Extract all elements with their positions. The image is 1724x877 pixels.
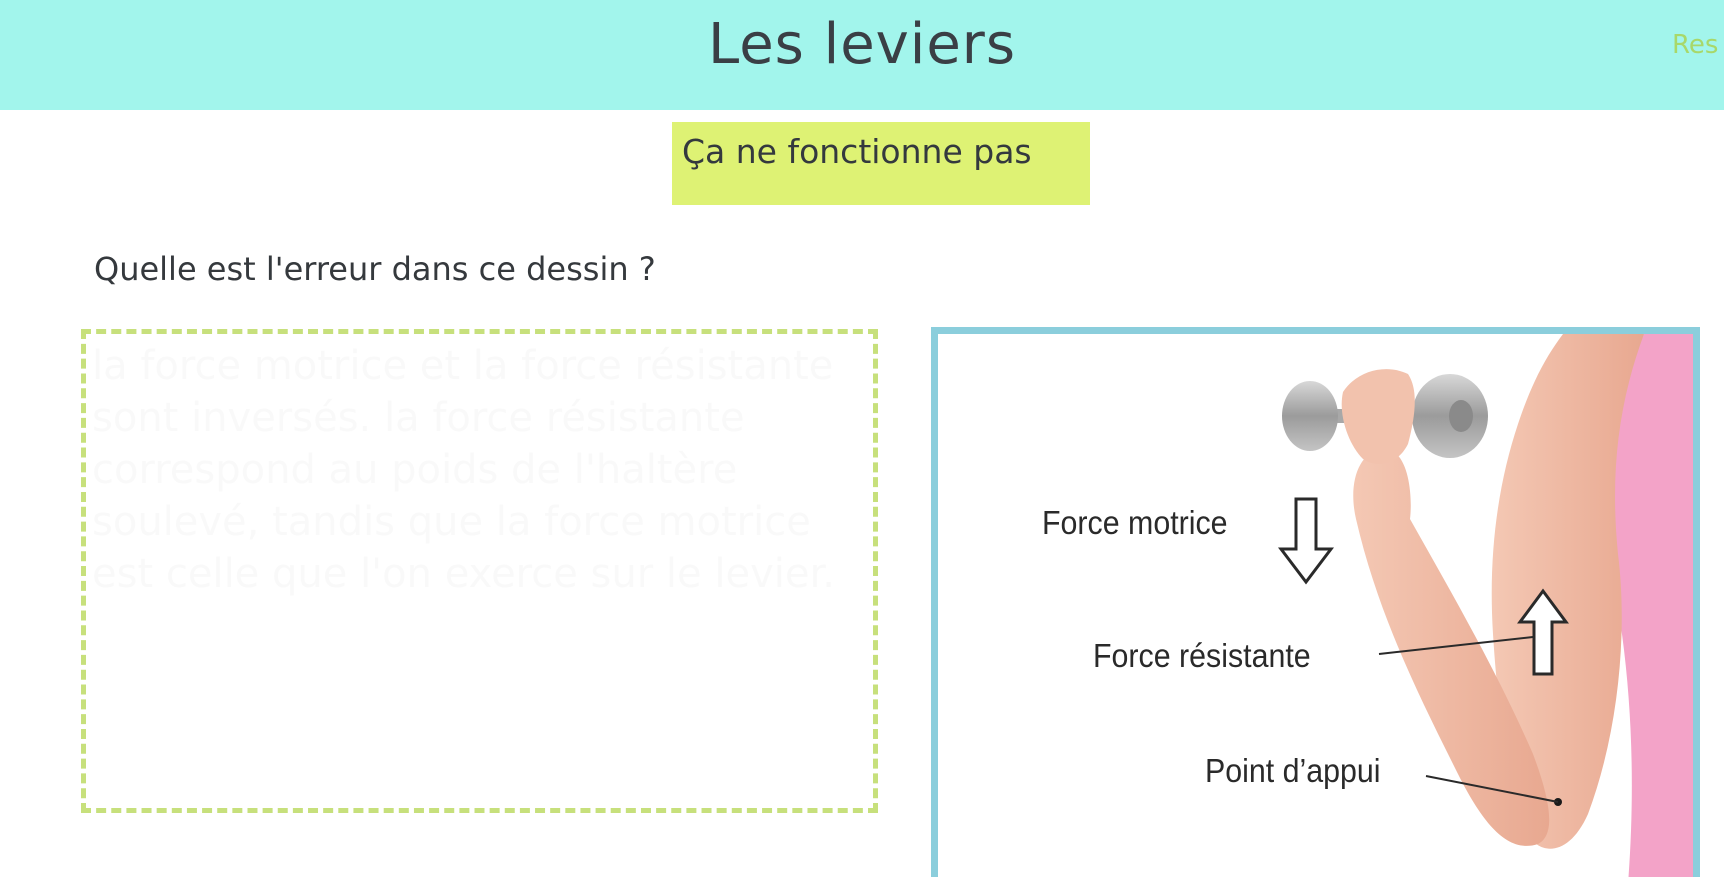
- page-title: Les leviers: [707, 12, 1016, 77]
- header-bar: [0, 0, 1724, 110]
- label-force-resistante: Force résistante: [1093, 637, 1311, 674]
- status-feedback: [672, 122, 1090, 205]
- answer-text: [92, 340, 862, 600]
- reset-button[interactable]: Res: [1672, 30, 1719, 60]
- label-force-motrice: Force motrice: [1042, 504, 1228, 541]
- question-text: Quelle est l'erreur dans ce dessin ?: [94, 250, 656, 288]
- arm-illustration: [938, 334, 1693, 877]
- label-point-appui: Point d’appui: [1205, 752, 1381, 789]
- answer-text-area[interactable]: [81, 329, 878, 813]
- down-arrow-icon: [1281, 499, 1331, 582]
- hand: [1342, 369, 1415, 464]
- lever-diagram-image: [931, 327, 1700, 877]
- status-text: Ça ne fonctionne pas: [682, 132, 1032, 171]
